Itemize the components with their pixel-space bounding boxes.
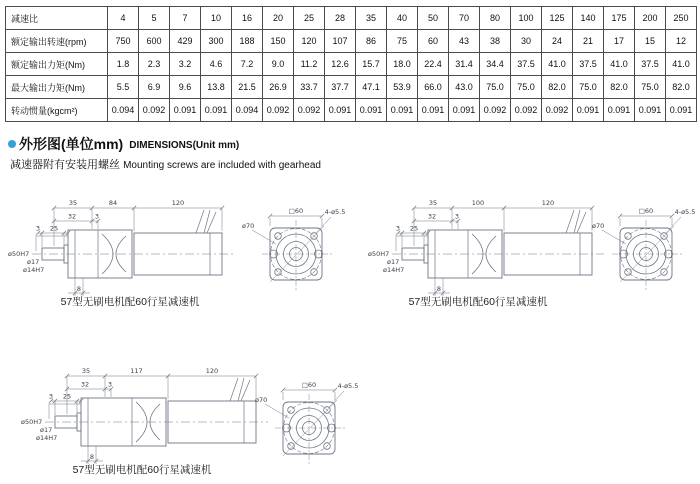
spec-cell: 5.5	[108, 76, 139, 99]
dim-25: 25	[49, 224, 59, 233]
spec-cell: 16	[232, 7, 263, 30]
spec-cell: 13.8	[201, 76, 232, 99]
spec-cell: 4.6	[201, 53, 232, 76]
dim-shaft-diameter: ø14H7	[383, 266, 405, 274]
dim-front-length: 35	[68, 199, 78, 207]
spec-cell: 12	[666, 30, 697, 53]
dim-gearhead-length: 100	[471, 199, 485, 207]
spec-cell: 125	[542, 7, 573, 30]
spec-cell: 10	[201, 7, 232, 30]
dim-32: 32	[80, 380, 90, 389]
dim-mid-diameter: ø17	[40, 426, 53, 434]
spec-cell: 107	[325, 30, 356, 53]
dim-mount-holes: 4-ø5.5	[674, 208, 696, 216]
spec-row-label: 减速比	[6, 7, 108, 30]
dim-3b: 3	[35, 224, 41, 233]
dim-shaft-diameter: ø14H7	[23, 266, 45, 274]
dim-front-length: 35	[81, 367, 91, 375]
dim-square-60: □60	[288, 207, 304, 215]
spec-cell: 188	[232, 30, 263, 53]
spec-cell: 70	[449, 7, 480, 30]
spec-cell: 38	[480, 30, 511, 53]
spec-cell: 20	[263, 7, 294, 30]
dim-bolt-circle: ø70	[242, 222, 255, 230]
spec-cell: 40	[387, 7, 418, 30]
spec-cell: 0.092	[294, 99, 325, 122]
spec-cell: 0.091	[387, 99, 418, 122]
dim-square-60: □60	[301, 381, 317, 389]
spec-cell: 0.091	[573, 99, 604, 122]
spec-cell: 43	[449, 30, 480, 53]
spec-cell: 100	[511, 7, 542, 30]
spec-cell: 7.2	[232, 53, 263, 76]
note-cn: 减速器附有安装用螺丝	[10, 159, 120, 171]
spec-cell: 22.4	[418, 53, 449, 76]
dim-25: 25	[409, 224, 419, 233]
spec-cell: 600	[139, 30, 170, 53]
spec-cell: 82.0	[666, 76, 697, 99]
dim-3b: 3	[48, 392, 54, 401]
spec-cell: 750	[108, 30, 139, 53]
spec-cell: 0.091	[604, 99, 635, 122]
spec-cell: 30	[511, 30, 542, 53]
spec-cell: 28	[325, 7, 356, 30]
spec-cell: 0.091	[170, 99, 201, 122]
spec-table-row	[6, 76, 697, 99]
dim-motor-length: 120	[541, 199, 555, 207]
dim-shaft-diameter: ø14H7	[36, 434, 58, 442]
spec-cell: 4	[108, 7, 139, 30]
spec-table-row	[6, 53, 697, 76]
spec-cell: 0.091	[201, 99, 232, 122]
spec-row-label: 转动惯量(kgcm²)	[6, 99, 108, 122]
spec-cell: 429	[170, 30, 201, 53]
spec-cell: 140	[573, 7, 604, 30]
dim-bottom-8: 8	[89, 453, 95, 461]
spec-cell: 9.0	[263, 53, 294, 76]
spec-cell: 50	[418, 7, 449, 30]
spec-cell: 53.9	[387, 76, 418, 99]
spec-cell: 120	[294, 30, 325, 53]
spec-cell: 0.092	[511, 99, 542, 122]
spec-cell: 75.0	[480, 76, 511, 99]
spec-cell: 0.092	[542, 99, 573, 122]
spec-cell: 33.7	[294, 76, 325, 99]
dim-3b: 3	[395, 224, 401, 233]
spec-cell: 86	[356, 30, 387, 53]
spec-cell: 75.0	[635, 76, 666, 99]
spec-cell: 18.0	[387, 53, 418, 76]
spec-cell: 0.091	[325, 99, 356, 122]
spec-table-row	[6, 7, 697, 30]
spec-cell: 0.094	[108, 99, 139, 122]
drawing-caption-3: 57型无刷电机配60行星减速机	[72, 464, 212, 476]
spec-cell: 1.8	[108, 53, 139, 76]
dim-pilot-diameter: ø50H7	[368, 250, 390, 258]
drawing-caption-2: 57型无刷电机配60行星减速机	[408, 296, 548, 308]
spec-cell: 37.5	[511, 53, 542, 76]
spec-cell: 66.0	[418, 76, 449, 99]
front-view-drawing-2	[590, 200, 700, 315]
dim-motor-length: 120	[171, 199, 185, 207]
spec-cell: 11.2	[294, 53, 325, 76]
spec-cell: 34.4	[480, 53, 511, 76]
spec-cell: 37.7	[325, 76, 356, 99]
dim-bottom-8: 8	[76, 285, 82, 293]
spec-cell: 25	[294, 7, 325, 30]
spec-cell: 41.0	[604, 53, 635, 76]
dim-mid-diameter: ø17	[387, 258, 400, 266]
spec-cell: 26.9	[263, 76, 294, 99]
spec-table-body	[6, 7, 697, 122]
spec-cell: 37.5	[635, 53, 666, 76]
spec-table	[5, 6, 697, 122]
spec-row-label: 额定输出转速(rpm)	[6, 30, 108, 53]
dim-mid-diameter: ø17	[27, 258, 40, 266]
dim-25: 25	[62, 392, 72, 401]
dim-pilot-diameter: ø50H7	[21, 418, 43, 426]
dim-motor-length: 120	[205, 367, 219, 375]
spec-cell: 31.4	[449, 53, 480, 76]
dim-bolt-circle: ø70	[592, 222, 605, 230]
spec-cell: 15	[635, 30, 666, 53]
spec-cell: 9.6	[170, 76, 201, 99]
spec-cell: 300	[201, 30, 232, 53]
spec-cell: 0.091	[356, 99, 387, 122]
spec-cell: 47.1	[356, 76, 387, 99]
front-view-drawing-1	[240, 200, 355, 315]
mounting-screws-note	[10, 156, 321, 172]
spec-cell: 41.0	[542, 53, 573, 76]
spec-cell: 41.0	[666, 53, 697, 76]
spec-cell: 75.0	[511, 76, 542, 99]
spec-cell: 75.0	[573, 76, 604, 99]
dim-mount-holes: 4-ø5.5	[337, 382, 359, 390]
spec-cell: 0.091	[449, 99, 480, 122]
spec-table-row	[6, 30, 697, 53]
spec-cell: 0.091	[418, 99, 449, 122]
spec-cell: 200	[635, 7, 666, 30]
spec-cell: 2.3	[139, 53, 170, 76]
spec-cell: 0.092	[139, 99, 170, 122]
dim-3a: 3	[454, 212, 460, 221]
spec-cell: 82.0	[542, 76, 573, 99]
spec-cell: 0.091	[635, 99, 666, 122]
spec-table-row	[6, 99, 697, 122]
spec-cell: 150	[263, 30, 294, 53]
dim-square-60: □60	[638, 207, 654, 215]
spec-cell: 82.0	[604, 76, 635, 99]
dim-32: 32	[67, 212, 77, 221]
dim-32: 32	[427, 212, 437, 221]
spec-cell: 37.5	[573, 53, 604, 76]
spec-cell: 15.7	[356, 53, 387, 76]
dim-bolt-circle: ø70	[255, 396, 268, 404]
spec-cell: 21	[573, 30, 604, 53]
dim-gearhead-length: 84	[108, 199, 118, 207]
spec-cell: 43.0	[449, 76, 480, 99]
spec-cell: 75	[387, 30, 418, 53]
dim-3a: 3	[94, 212, 100, 221]
drawing-caption-1: 57型无刷电机配60行星减速机	[60, 296, 200, 308]
spec-row-label: 最大输出力矩(Nm)	[6, 76, 108, 99]
spec-cell: 5	[139, 7, 170, 30]
note-en: Mounting screws are included with gearhead	[123, 160, 321, 171]
spec-cell: 12.6	[325, 53, 356, 76]
spec-cell: 0.092	[480, 99, 511, 122]
spec-cell: 175	[604, 7, 635, 30]
dim-bottom-8: 8	[436, 285, 442, 293]
spec-cell: 0.091	[666, 99, 697, 122]
dim-gearhead-length: 117	[130, 367, 143, 375]
spec-row-label: 额定输出力矩(Nm)	[6, 53, 108, 76]
spec-cell: 24	[542, 30, 573, 53]
front-view-drawing-3	[253, 374, 368, 484]
dim-pilot-diameter: ø50H7	[8, 250, 30, 258]
dim-front-length: 35	[428, 199, 438, 207]
spec-cell: 17	[604, 30, 635, 53]
spec-cell: 60	[418, 30, 449, 53]
section-title-cn: 外形图(单位mm)	[19, 136, 124, 152]
spec-cell: 6.9	[139, 76, 170, 99]
dim-3a: 3	[107, 380, 113, 389]
spec-cell: 3.2	[170, 53, 201, 76]
spec-cell: 35	[356, 7, 387, 30]
section-title-en: DIMENSIONS(Unit mm)	[129, 140, 240, 151]
section-bullet-icon	[8, 140, 16, 148]
spec-cell: 7	[170, 7, 201, 30]
spec-cell: 0.092	[263, 99, 294, 122]
dim-mount-holes: 4-ø5.5	[324, 208, 346, 216]
spec-cell: 21.5	[232, 76, 263, 99]
spec-cell: 0.094	[232, 99, 263, 122]
spec-cell: 250	[666, 7, 697, 30]
spec-cell: 80	[480, 7, 511, 30]
dimensions-section-header	[8, 134, 239, 154]
